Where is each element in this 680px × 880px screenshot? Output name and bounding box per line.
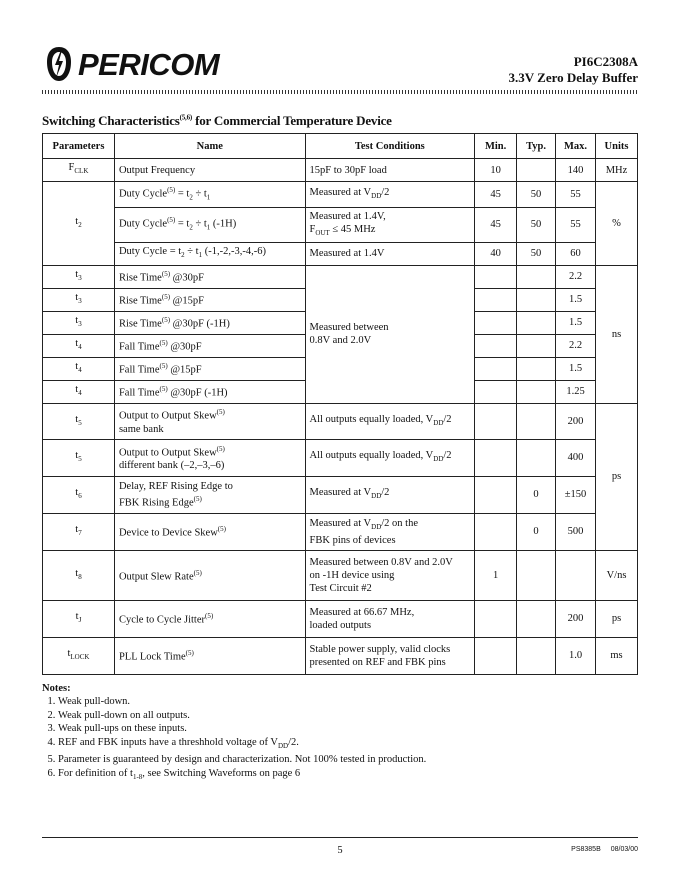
max-cell: 1.5 xyxy=(556,311,596,334)
name-cell: Output to Output Skew$^{(5)}$ same bank xyxy=(114,403,305,439)
param-cell: $F_{CLK}$ xyxy=(43,159,115,182)
name-cell: Rise Time$^{(5)}$ @30pF (-1H) xyxy=(114,311,305,334)
table-row xyxy=(43,600,638,637)
min-cell xyxy=(475,513,517,550)
header-typ: Typ. xyxy=(517,134,556,159)
table-row xyxy=(43,439,638,476)
cond-cell: Measured at 1.4V xyxy=(305,242,475,265)
unit-cell: V/ns xyxy=(595,550,637,600)
table-row xyxy=(43,207,638,242)
name-cell: Duty Cycle$^{(5)}$ = $t_2 \div t_1$ (-1H) xyxy=(114,207,305,242)
notes-section xyxy=(42,682,426,784)
table-row xyxy=(43,513,638,550)
name-cell: Rise Time$^{(5)}$ @30pF xyxy=(114,265,305,288)
name-cell: Output Slew Rate$^{(5)}$ xyxy=(114,550,305,600)
min-cell xyxy=(475,311,517,334)
part-number: PI6C2308A xyxy=(573,54,638,69)
name-cell: Duty Cycle = $t_2 \div t_1$ (-1,-2,-3,-4,-6) xyxy=(114,242,305,265)
part-description: 3.3V Zero Delay Buffer xyxy=(508,70,638,85)
table-row xyxy=(43,550,638,600)
table-header-row xyxy=(43,134,638,159)
note-item: 1. Weak pull-down. xyxy=(58,695,426,708)
param-cell: $t_J$ xyxy=(43,600,115,637)
table-row xyxy=(43,265,638,288)
table-row xyxy=(43,637,638,674)
min-cell xyxy=(475,265,517,288)
footer-divider xyxy=(42,837,638,838)
max-cell: 60 xyxy=(556,242,596,265)
cond-cell: Measured at 1.4V, $F_{OUT} \le 45$ MHz xyxy=(305,207,475,242)
note-item: 6. For definition of $t_{1-8}$, see Switching Waveforms on page 6 xyxy=(58,767,426,785)
min-cell: 45 xyxy=(475,182,517,208)
typ-cell: 0 xyxy=(517,476,556,513)
typ-cell: 50 xyxy=(517,242,556,265)
cond-cell: Measured at $V_{DD}/2$ on the FBK pins of devices xyxy=(305,513,475,550)
param-cell: $t_3$ xyxy=(43,311,115,334)
table-row xyxy=(43,159,638,182)
title-main: Switching Characteristics xyxy=(42,113,180,128)
param-cell: $t_4$ xyxy=(43,380,115,403)
min-cell: 40 xyxy=(475,242,517,265)
typ-cell xyxy=(517,600,556,637)
param-cell: $t_3$ xyxy=(43,265,115,288)
typ-cell xyxy=(517,159,556,182)
switching-characteristics-table xyxy=(42,133,638,675)
max-cell: 2.2 xyxy=(556,334,596,357)
title-sup: (5,6) xyxy=(179,113,193,122)
cond-cell: Measured at 66.67 MHz, loaded outputs xyxy=(305,600,475,637)
typ-cell: 0 xyxy=(517,513,556,550)
header-parameters: Parameters xyxy=(43,134,115,159)
page-number: 5 xyxy=(337,845,343,856)
param-cell: $t_5$ xyxy=(43,403,115,439)
pericom-logo xyxy=(46,46,219,82)
max-cell: ±150 xyxy=(556,476,596,513)
notes-list xyxy=(42,695,426,784)
name-cell: Device to Device Skew$^{(5)}$ xyxy=(114,513,305,550)
min-cell: 45 xyxy=(475,207,517,242)
table-row xyxy=(43,242,638,265)
param-cell: $t_4$ xyxy=(43,357,115,380)
header-max: Max. xyxy=(556,134,596,159)
header-min: Min. xyxy=(475,134,517,159)
min-cell xyxy=(475,403,517,439)
cond-cell: 15pF to 30pF load xyxy=(305,159,475,182)
typ-cell xyxy=(517,550,556,600)
max-cell: 200 xyxy=(556,403,596,439)
typ-cell: 50 xyxy=(517,207,556,242)
name-cell: Duty Cycle$^{(5)}$ = $t_2 \div t_1$ xyxy=(114,182,305,208)
min-cell xyxy=(475,476,517,513)
header-name: Name xyxy=(114,134,305,159)
max-cell: 1.25 xyxy=(556,380,596,403)
cond-cell: Measured between 0.8V and 2.0V xyxy=(305,265,475,403)
typ-cell xyxy=(517,334,556,357)
typ-cell xyxy=(517,637,556,674)
logo-wordmark: PERICOM xyxy=(78,46,220,82)
min-cell xyxy=(475,637,517,674)
typ-cell xyxy=(517,403,556,439)
typ-cell xyxy=(517,311,556,334)
typ-cell xyxy=(517,357,556,380)
unit-cell: ns xyxy=(595,265,637,403)
min-cell xyxy=(475,357,517,380)
max-cell: 55 xyxy=(556,182,596,208)
typ-cell xyxy=(517,265,556,288)
max-cell: 1.5 xyxy=(556,357,596,380)
cond-cell: All outputs equally loaded, $V_{DD}/2$ xyxy=(305,439,475,476)
name-cell: Cycle to Cycle Jitter$^{(5)}$ xyxy=(114,600,305,637)
name-cell: PLL Lock Time$^{(5)}$ xyxy=(114,637,305,674)
min-cell xyxy=(475,439,517,476)
note-item: 3. Weak pull-ups on these inputs. xyxy=(58,722,426,735)
max-cell: 140 xyxy=(556,159,596,182)
typ-cell xyxy=(517,288,556,311)
document-header xyxy=(509,54,639,86)
param-cell: $t_{LOCK}$ xyxy=(43,637,115,674)
footer-doc-info xyxy=(561,846,638,853)
param-cell: $t_3$ xyxy=(43,288,115,311)
doc-date: 08/03/00 xyxy=(610,846,638,853)
name-cell: Delay, REF Rising Edge to FBK Rising Edge$^{(5)}$ xyxy=(114,476,305,513)
max-cell: 400 xyxy=(556,439,596,476)
min-cell xyxy=(475,288,517,311)
max-cell: 2.2 xyxy=(556,265,596,288)
unit-cell: ms xyxy=(595,637,637,674)
table-row xyxy=(43,476,638,513)
min-cell xyxy=(475,334,517,357)
header-test-conditions: Test Conditions xyxy=(305,134,475,159)
max-cell: 500 xyxy=(556,513,596,550)
param-cell: $t_8$ xyxy=(43,550,115,600)
name-cell: Fall Time$^{(5)}$ @30pF (-1H) xyxy=(114,380,305,403)
max-cell: 200 xyxy=(556,600,596,637)
name-cell: Output to Output Skew$^{(5)}$ different bank (–2,–3,–6) xyxy=(114,439,305,476)
table-row xyxy=(43,403,638,439)
cond-cell: Stable power supply, valid clocks presented on REF and FBK pins xyxy=(305,637,475,674)
name-cell: Fall Time$^{(5)}$ @30pF xyxy=(114,334,305,357)
typ-cell xyxy=(517,380,556,403)
unit-cell: % xyxy=(595,182,637,266)
param-cell: $t_6$ xyxy=(43,476,115,513)
max-cell: 1.0 xyxy=(556,637,596,674)
doc-id: PS8385B xyxy=(571,846,601,853)
param-cell: $t_5$ xyxy=(43,439,115,476)
min-cell xyxy=(475,600,517,637)
cond-cell: Measured between 0.8V and 2.0V on -1H device using Test Circuit #2 xyxy=(305,550,475,600)
cond-cell: Measured at $V_{DD}/2$ xyxy=(305,182,475,208)
name-cell: Output Frequency xyxy=(114,159,305,182)
min-cell: 1 xyxy=(475,550,517,600)
table-row xyxy=(43,182,638,208)
param-cell: $t_4$ xyxy=(43,334,115,357)
param-cell: $t_2$ xyxy=(43,182,115,266)
min-cell xyxy=(475,380,517,403)
max-cell xyxy=(556,550,596,600)
notes-title: Notes: xyxy=(42,683,71,694)
typ-cell: 50 xyxy=(517,182,556,208)
note-item: 5. Parameter is guaranteed by design and characterization. Not 100% tested in production. xyxy=(58,753,426,766)
max-cell: 1.5 xyxy=(556,288,596,311)
min-cell: 10 xyxy=(475,159,517,182)
note-item: 2. Weak pull-down on all outputs. xyxy=(58,709,426,722)
unit-cell: ps xyxy=(595,403,637,550)
param-cell: $t_7$ xyxy=(43,513,115,550)
cond-cell: Measured at $V_{DD}/2$ xyxy=(305,476,475,513)
name-cell: Fall Time$^{(5)}$ @15pF xyxy=(114,357,305,380)
cond-cell: All outputs equally loaded, $V_{DD}/2$ xyxy=(305,403,475,439)
pericom-logo-icon xyxy=(46,46,72,82)
max-cell: 55 xyxy=(556,207,596,242)
header-divider xyxy=(42,90,638,94)
title-rest: for Commercial Temperature Device xyxy=(192,113,392,128)
note-item: 4. REF and FBK inputs have a threshhold voltage of $V_{DD}/2$. xyxy=(58,736,426,754)
typ-cell xyxy=(517,439,556,476)
unit-cell: ps xyxy=(595,600,637,637)
name-cell: Rise Time$^{(5)}$ @15pF xyxy=(114,288,305,311)
unit-cell: MHz xyxy=(595,159,637,182)
header-units: Units xyxy=(595,134,637,159)
section-title xyxy=(42,113,392,129)
